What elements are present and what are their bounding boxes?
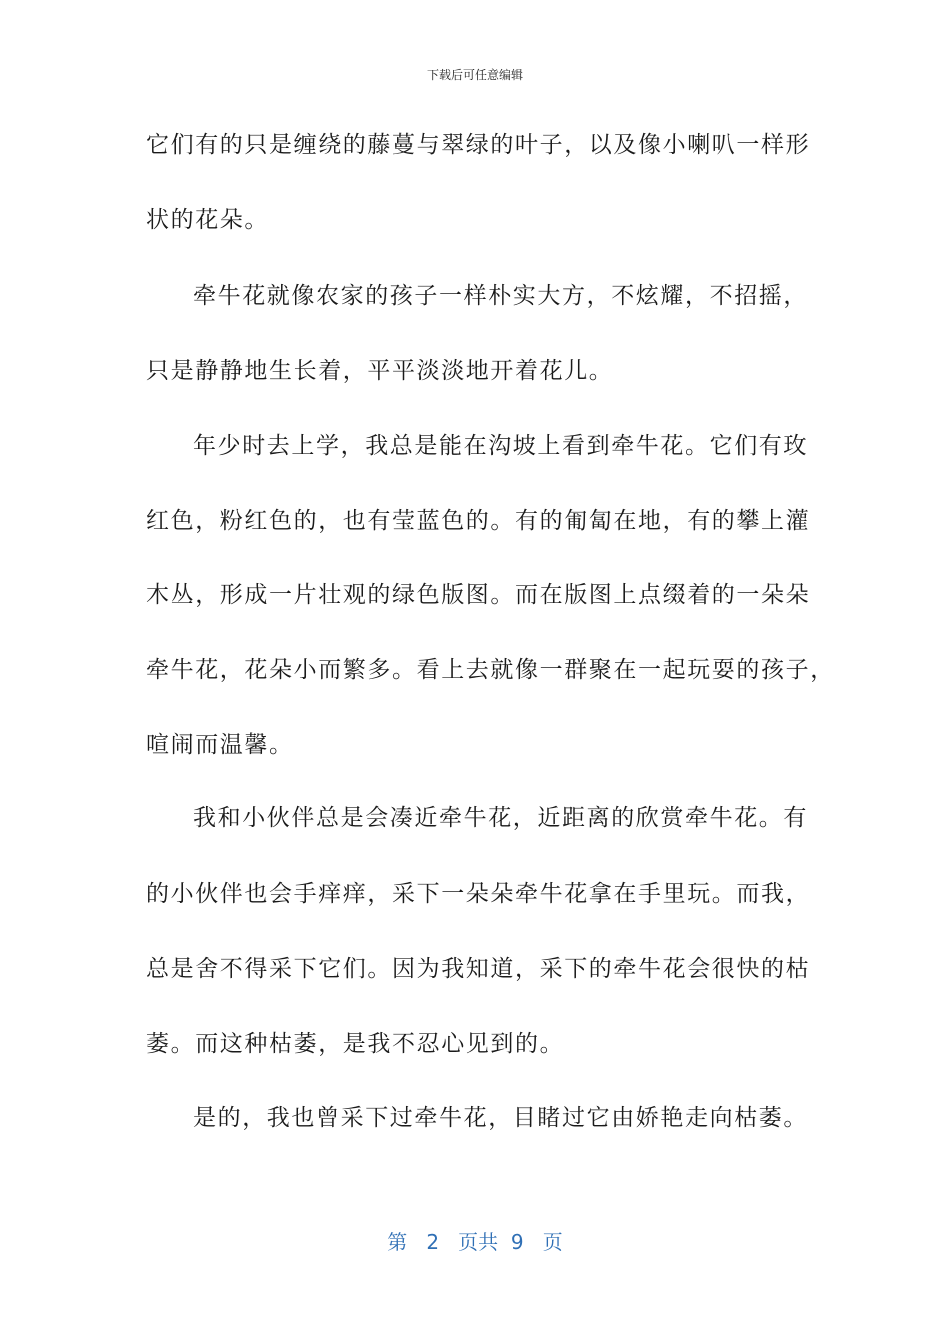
- footer-prefix: 第: [387, 1230, 408, 1254]
- text-line: 只是静静地生长着，平平淡淡地开着花儿。: [146, 358, 614, 384]
- footer-total-pages: 9: [510, 1230, 524, 1254]
- footer-middle: 页共: [458, 1230, 499, 1254]
- text-line: 木丛，形成一片壮观的绿色版图。而在版图上点缀着的一朵朵: [146, 582, 811, 608]
- page-footer: [0, 1226, 950, 1255]
- text-line: 我和小伙伴总是会凑近牵牛花，近距离的欣赏牵牛花。有: [193, 805, 808, 831]
- footer-page-number: 2: [426, 1230, 440, 1254]
- page-header: 下载后可任意编辑: [426, 68, 523, 82]
- footer-suffix: 页: [542, 1230, 563, 1254]
- text-line: 它们有的只是缠绕的藤蔓与翠绿的叶子，以及像小喇叭一样形: [146, 132, 811, 158]
- text-line: 牵牛花就像农家的孩子一样朴实大方，不炫耀，不招摇，: [193, 283, 808, 309]
- text-line: 红色，粉红色的，也有莹蓝色的。有的匍匐在地，有的攀上灌: [146, 508, 811, 534]
- text-line: 喧闹而温馨。: [146, 732, 294, 758]
- text-line: 总是舍不得采下它们。因为我知道，采下的牵牛花会很快的枯: [146, 956, 811, 982]
- text-line: 萎。而这种枯萎，是我不忍心见到的。: [146, 1031, 565, 1057]
- text-line: 年少时去上学，我总是能在沟坡上看到牵牛花。它们有玫: [193, 433, 808, 459]
- text-line: 是的，我也曾采下过牵牛花，目睹过它由娇艳走向枯萎。: [193, 1105, 808, 1131]
- text-line: 状的花朵。: [146, 207, 269, 233]
- text-line: 牵牛花，花朵小而繁多。看上去就像一群聚在一起玩耍的孩子，: [146, 657, 835, 683]
- text-line: 的小伙伴也会手痒痒，采下一朵朵牵牛花拿在手里玩。而我，: [146, 881, 811, 907]
